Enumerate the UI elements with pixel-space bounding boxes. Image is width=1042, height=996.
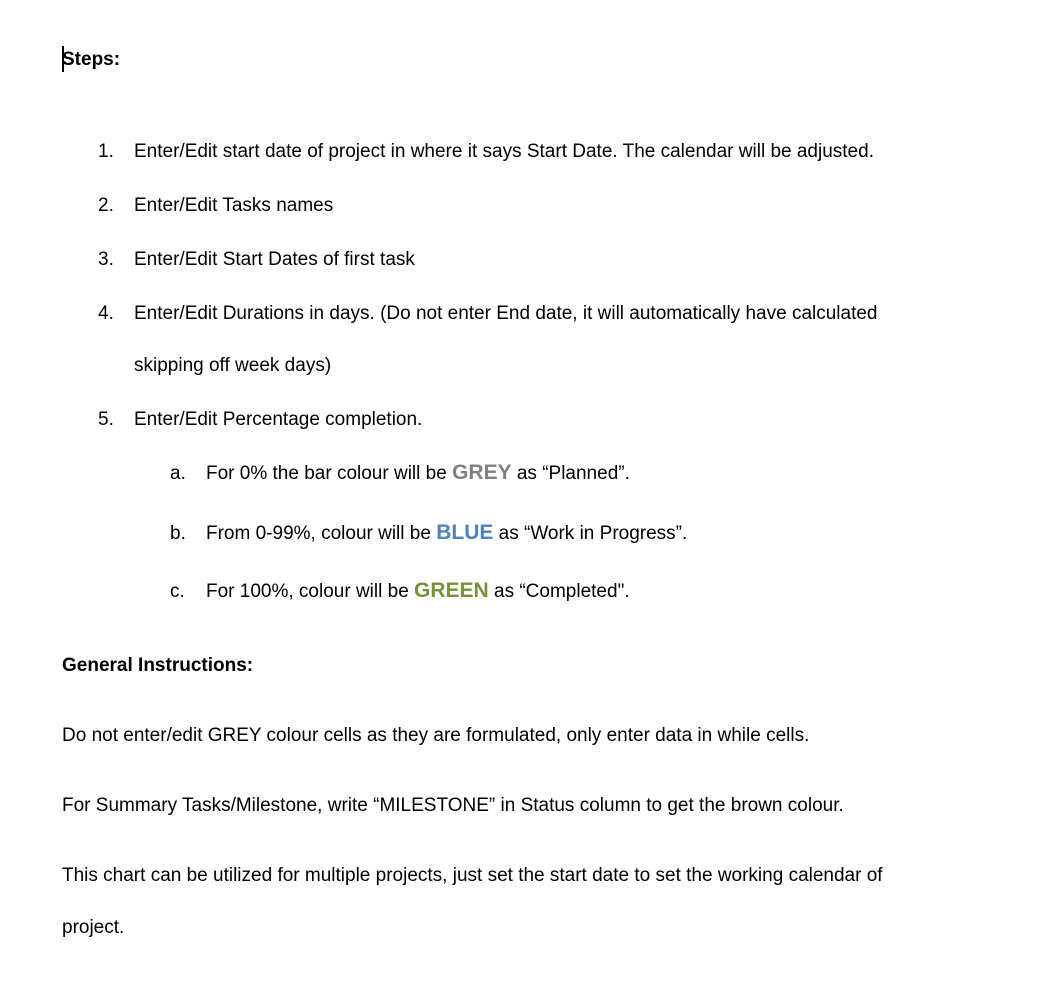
color-keyword-green: GREEN (414, 579, 489, 602)
general-paragraph-1: Do not enter/edit GREY colour cells as they are formulated, only enter data in while cells. (62, 725, 810, 746)
substep-letter: a. (170, 463, 186, 484)
substep-a (170, 462, 630, 485)
substep-text-before: For 0% the bar colour will be (206, 463, 453, 484)
general-paragraph-2: For Summary Tasks/Milestone, write “MILESTONE” in Status column to get the brown colour. (62, 795, 844, 816)
step-text: Enter/Edit Start Dates of first task (134, 249, 415, 270)
general-paragraph-3: This chart can be utilized for multiple projects, just set the start date to set the working calendar of (62, 865, 883, 886)
step-text: Enter/Edit start date of project in where it says Start Date. The calendar will be adjusted. (134, 141, 874, 162)
color-keyword-blue: BLUE (436, 521, 494, 544)
step-number: 2. (98, 195, 114, 216)
step-number: 4. (98, 303, 114, 324)
step-item-1 (98, 141, 874, 163)
substep-text-before: For 100%, colour will be (206, 581, 415, 602)
step-item-4 (98, 303, 878, 325)
general-paragraph-3-continuation: project. (62, 917, 125, 938)
step-text: Enter/Edit Tasks names (134, 195, 334, 216)
step-text: Enter/Edit Durations in days. (Do not enter End date, it will automatically have calculated (134, 303, 878, 324)
color-keyword-grey: GREY (452, 461, 512, 484)
step-item-3 (98, 249, 415, 271)
step-number: 5. (98, 409, 114, 430)
substep-b (170, 522, 687, 545)
substep-letter: c. (170, 581, 185, 602)
step-text: Enter/Edit Percentage completion. (134, 409, 423, 430)
substep-text-after: as “Completed". (488, 581, 630, 602)
step-number: 3. (98, 249, 114, 270)
step-item-5 (98, 409, 422, 431)
substep-text-after: as “Work in Progress”. (493, 523, 688, 544)
step-item-2 (98, 195, 333, 217)
substep-letter: b. (170, 523, 186, 544)
steps-heading: Steps: (62, 49, 121, 70)
general-instructions-heading: General Instructions: (62, 655, 254, 676)
substep-c (170, 580, 630, 603)
step-number: 1. (98, 141, 114, 162)
step-item-4-continuation: skipping off week days) (134, 355, 332, 376)
substep-text-before: From 0-99%, colour will be (206, 523, 437, 544)
substep-text-after: as “Planned”. (511, 463, 630, 484)
